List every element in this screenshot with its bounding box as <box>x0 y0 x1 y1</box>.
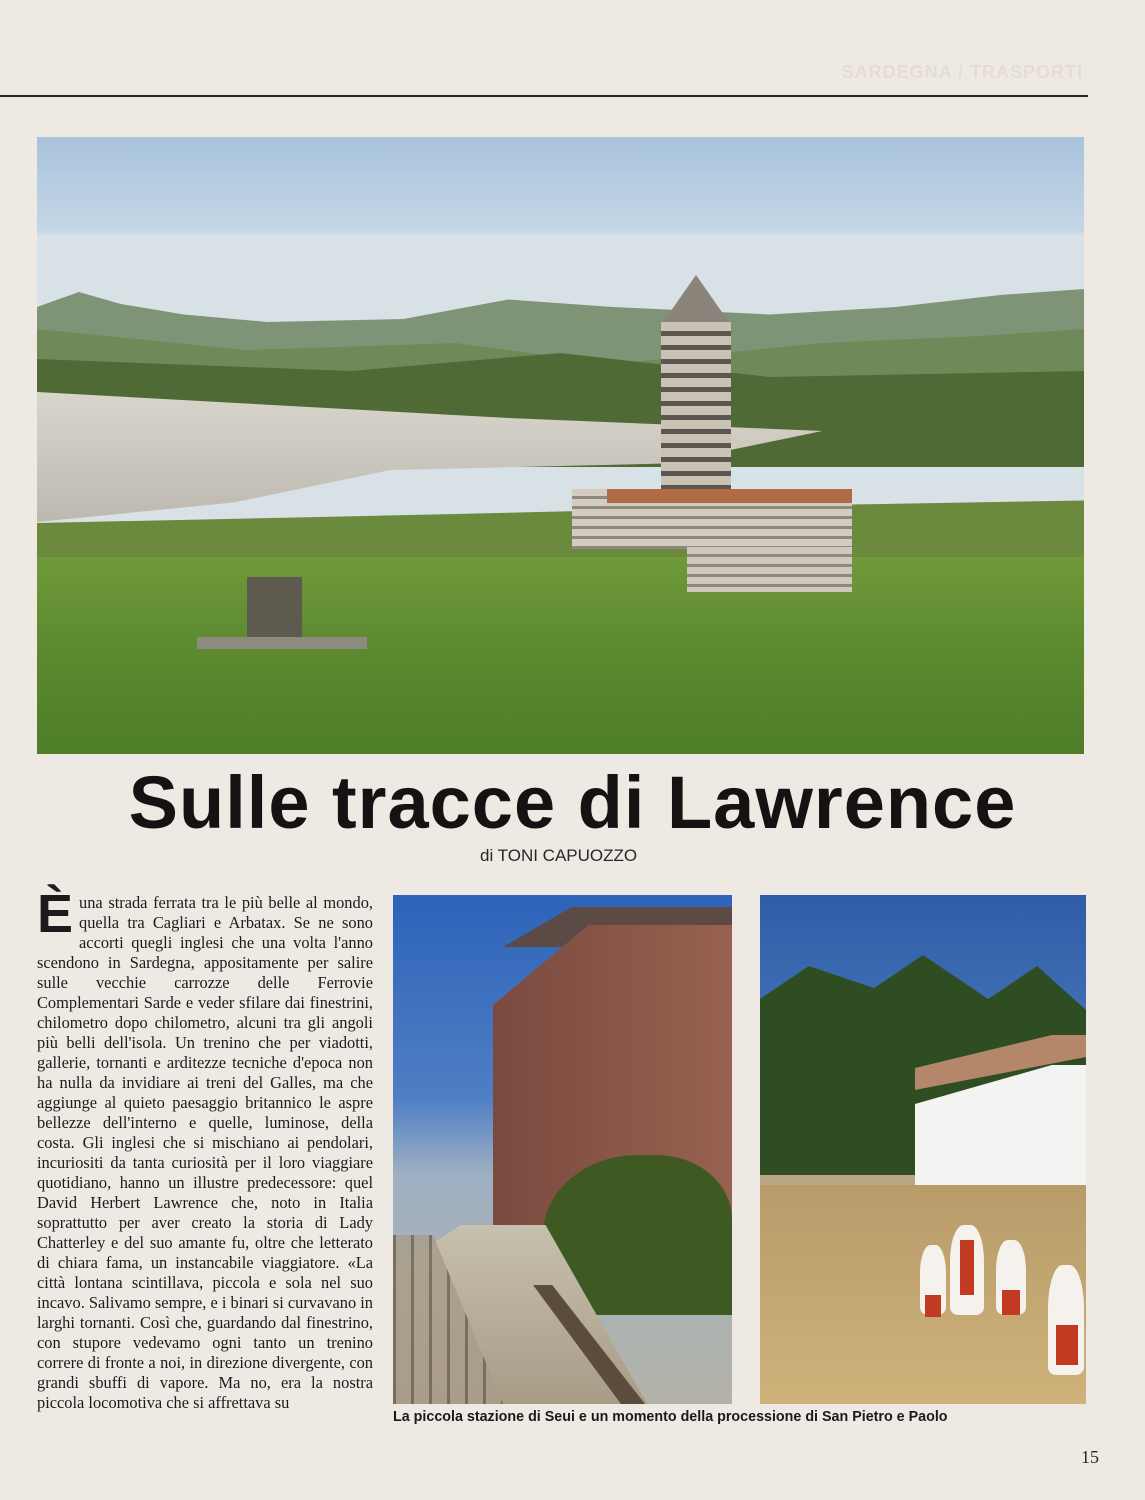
section-label: SARDEGNA / TRASPORTI <box>841 62 1083 82</box>
header-rule <box>0 95 1088 97</box>
dropcap: È <box>37 884 74 944</box>
page-number: 15 <box>1081 1447 1099 1467</box>
main-photo-church-landscape <box>37 137 1084 754</box>
article-text: una strada ferrata tra le più belle al mondo, quella tra Cagliari e Arbatax. Se ne sono accorti quegli inglesi che una volta l'anno scendono in Sardegna, appositamente per salire sulle vecchie carrozze delle Ferrovie Complementari Sarde e veder sfilare dai finestrini, chilometro dopo chilometro, alcuni tra gli angoli più belli dell'isola. Un trenino che per viadotti, gallerie, tornanti e arditezze tecniche d'epoca non ha nulla da invidiare ai treni del Galles, ma che aggiunge al quieto paesaggio britannico le aspre bellezze dell'interno e quelle, luminose, della costa. Gli inglesi che si mischiano ai pendolari, incuriositi da tanta curiosità per il loro viaggiare quotidiano, hanno un illustre predecessore: quel David Herbert Lawrence che, noto in Italia soprattutto per aver creato la storia di Lady Chatterley e del suo amante fu, oltre che letterato di chiara fama, un instancabile viaggiatore. «La città lontana scintillava, piccola e sola nel suo incavo. Salivamo sempre, e i binari si curvavano in larghi tornanti. Così che, guardando dal finestrino, con stupore vedevamo ogni tanto un trenino correre di fronte a noi, in direzione divergente, con grandi sbuffi di vapore. Ma no, era la nostra piccola locomotiva che si affrettava su <box>37 893 373 1412</box>
article-byline: di TONI CAPUOZZO <box>480 846 638 865</box>
station-photo <box>393 895 732 1404</box>
article-title: Sulle tracce di Lawrence <box>128 761 1017 844</box>
article-body <box>37 884 373 1413</box>
procession-photo <box>760 895 1086 1404</box>
photo-caption: La piccola stazione di Seui e un momento della processione di San Pietro e Paolo <box>393 1409 948 1425</box>
